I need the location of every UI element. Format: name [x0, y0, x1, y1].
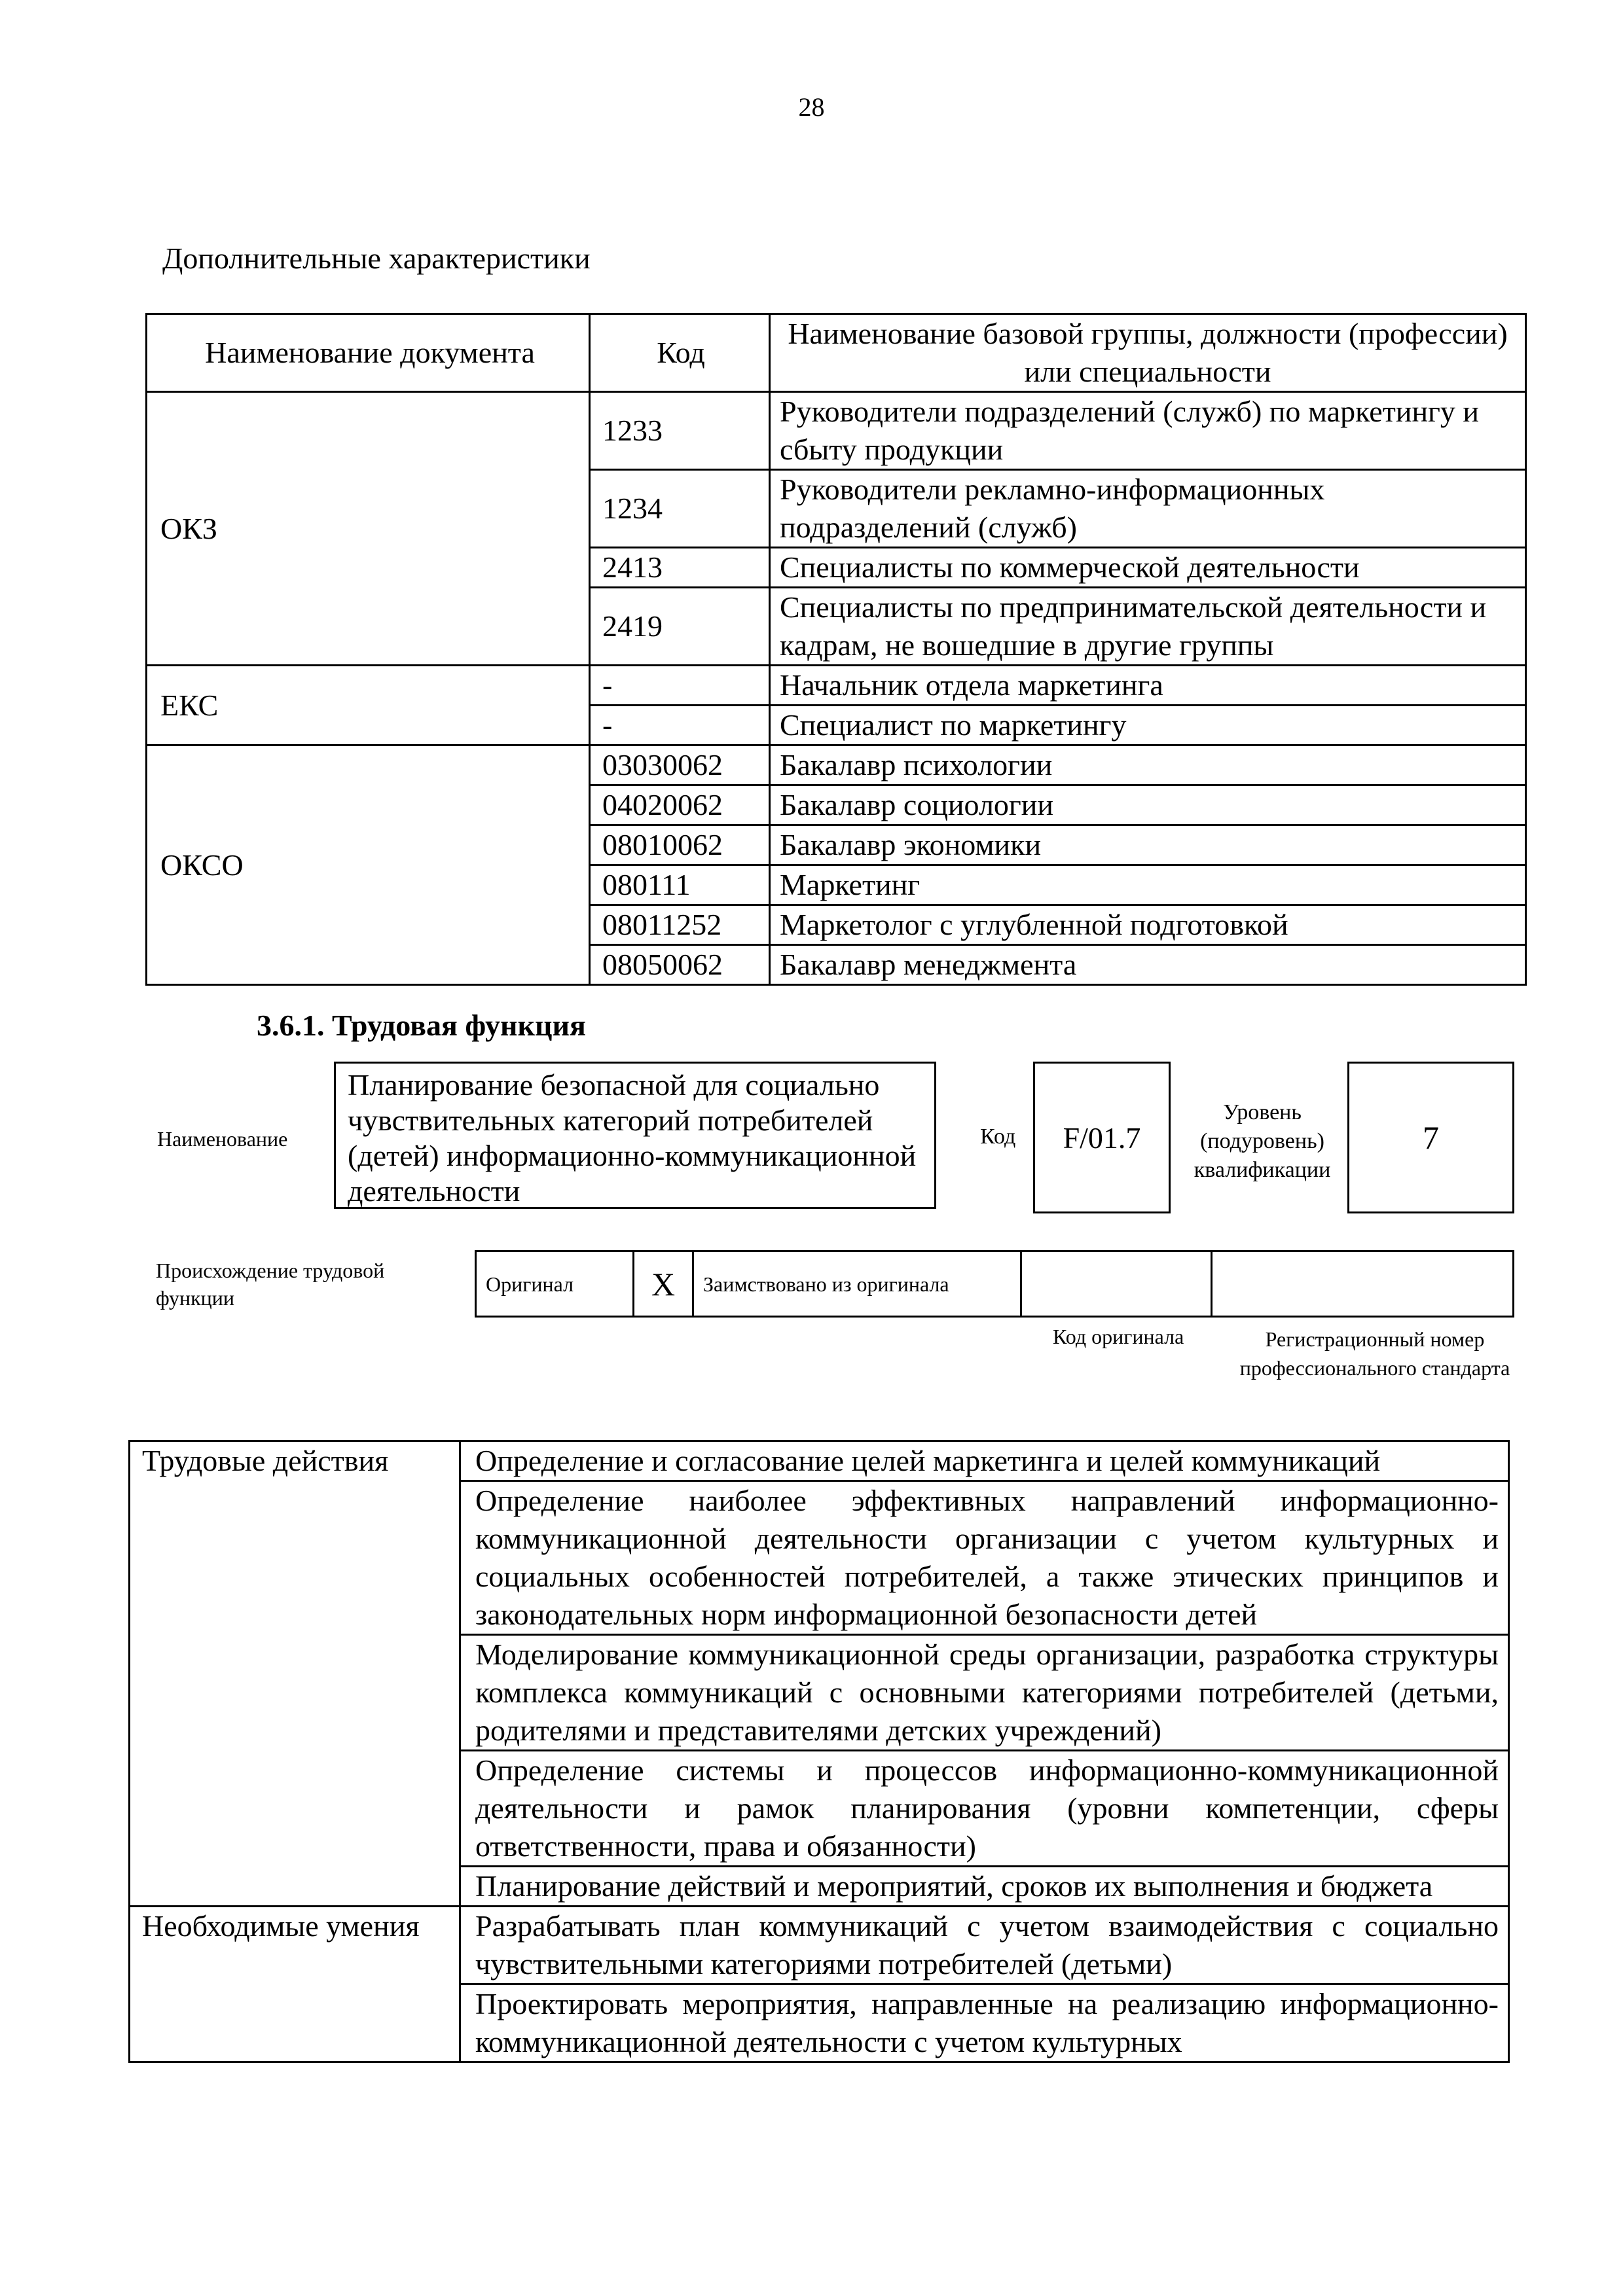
origin-reg-number-cell — [1212, 1251, 1514, 1317]
row-name: Начальник отдела маркетинга — [770, 666, 1526, 706]
labor-action-item: Моделирование коммуникационной среды организации, разработка структуры комплекса коммуникаций с основными категориями потребителей (детьми, родителями и представителями детских учреждений) — [460, 1635, 1509, 1751]
row-code: 1234 — [590, 470, 770, 548]
skill-item: Разрабатывать план коммуникаций с учетом взаимодействия с социально чувствительными категориями потребителей (детьми) — [460, 1907, 1509, 1984]
section-heading: Дополнительные характеристики — [162, 242, 591, 275]
labor-action-item: Определение системы и процессов информационно-коммуникационной деятельности и рамок планирования (уровни компетенции, сферы ответственности, права и обязанности) — [460, 1751, 1509, 1867]
doc-okso: ОКСО — [147, 745, 590, 985]
registration-number-label: Регистрационный номер профессионального стандарта — [1239, 1327, 1510, 1380]
origin-borrowed-label: Заимствовано из оригинала — [693, 1251, 1021, 1317]
labor-action-item: Планирование действий и мероприятий, сроков их выполнения и бюджета — [460, 1867, 1509, 1907]
function-name-value: Планирование безопасной для социально чувствительных категорий потребителей (детей) информационно-коммуникационной деятельности — [334, 1062, 936, 1209]
qualification-level-label: Уровень (подуровень) квалификации — [1194, 1100, 1331, 1182]
table-row — [147, 666, 1526, 706]
row-name: Бакалавр экономики — [770, 825, 1526, 865]
original-code-label: Код оригинала — [1053, 1325, 1184, 1348]
row-code: 2419 — [590, 588, 770, 666]
additional-characteristics-table — [145, 313, 1527, 986]
labor-action-item: Определение и согласование целей маркетинга и целей коммуникаций — [460, 1441, 1509, 1481]
labor-actions-label: Трудовые действия — [130, 1441, 460, 1907]
row-code: - — [590, 706, 770, 745]
skill-item: Проектировать мероприятия, направленные на реализацию информационно-коммуникационной деятельности с учетом культурных — [460, 1984, 1509, 2062]
function-heading: 3.6.1. Трудовая функция — [257, 1009, 586, 1042]
origin-original-mark: X — [634, 1251, 693, 1317]
header-document-name: Наименование документа — [147, 314, 590, 392]
required-skills-label: Необходимые умения — [130, 1907, 460, 2062]
row-code: - — [590, 666, 770, 706]
qualification-level-value: 7 — [1347, 1062, 1514, 1213]
page-number: 28 — [798, 92, 825, 122]
origin-code-cell — [1021, 1251, 1212, 1317]
table-header-row — [147, 314, 1526, 392]
function-origin-table — [475, 1250, 1514, 1318]
row-code: 08010062 — [590, 825, 770, 865]
header-code: Код — [590, 314, 770, 392]
row-name: Специалисты по предпринимательской деятельности и кадрам, не вошедшие в другие группы — [770, 588, 1526, 666]
row-name: Маркетолог с углубленной подготовкой — [770, 905, 1526, 945]
row-code: 03030062 — [590, 745, 770, 785]
row-name: Бакалавр менеджмента — [770, 945, 1526, 985]
row-code: 04020062 — [590, 785, 770, 825]
function-origin-label: Происхождение трудовой функции — [156, 1259, 385, 1310]
doc-eks: ЕКС — [147, 666, 590, 745]
row-code: 2413 — [590, 548, 770, 588]
table-row — [130, 1907, 1509, 1984]
row-name: Бакалавр психологии — [770, 745, 1526, 785]
row-name: Специалист по маркетингу — [770, 706, 1526, 745]
header-group-name: Наименование базовой группы, должности (профессии) или специальности — [770, 314, 1526, 392]
table-row — [147, 392, 1526, 470]
row-code: 080111 — [590, 865, 770, 905]
labor-action-item: Определение наиболее эффективных направлений информационно-коммуникационной деятельности организации с учетом культурных и социальных особенностей потребителей, а также этических принципов и законодательных норм информационной безопасности детей — [460, 1481, 1509, 1635]
table-row — [476, 1251, 1514, 1317]
table-row — [147, 745, 1526, 785]
row-name: Бакалавр социологии — [770, 785, 1526, 825]
labor-actions-table — [128, 1440, 1510, 2063]
function-code-value: F/01.7 — [1033, 1062, 1171, 1213]
row-name: Маркетинг — [770, 865, 1526, 905]
row-name: Руководители подразделений (служб) по маркетингу и сбыту продукции — [770, 392, 1526, 470]
function-code-label: Код — [980, 1124, 1016, 1149]
row-code: 1233 — [590, 392, 770, 470]
origin-original-label: Оригинал — [476, 1251, 634, 1317]
doc-okz: ОКЗ — [147, 392, 590, 666]
row-code: 08050062 — [590, 945, 770, 985]
table-row — [130, 1441, 1509, 1481]
row-name: Руководители рекламно-информационных подразделений (служб) — [770, 470, 1526, 548]
row-name: Специалисты по коммерческой деятельности — [770, 548, 1526, 588]
row-code: 08011252 — [590, 905, 770, 945]
function-name-label: Наименование — [157, 1127, 288, 1151]
